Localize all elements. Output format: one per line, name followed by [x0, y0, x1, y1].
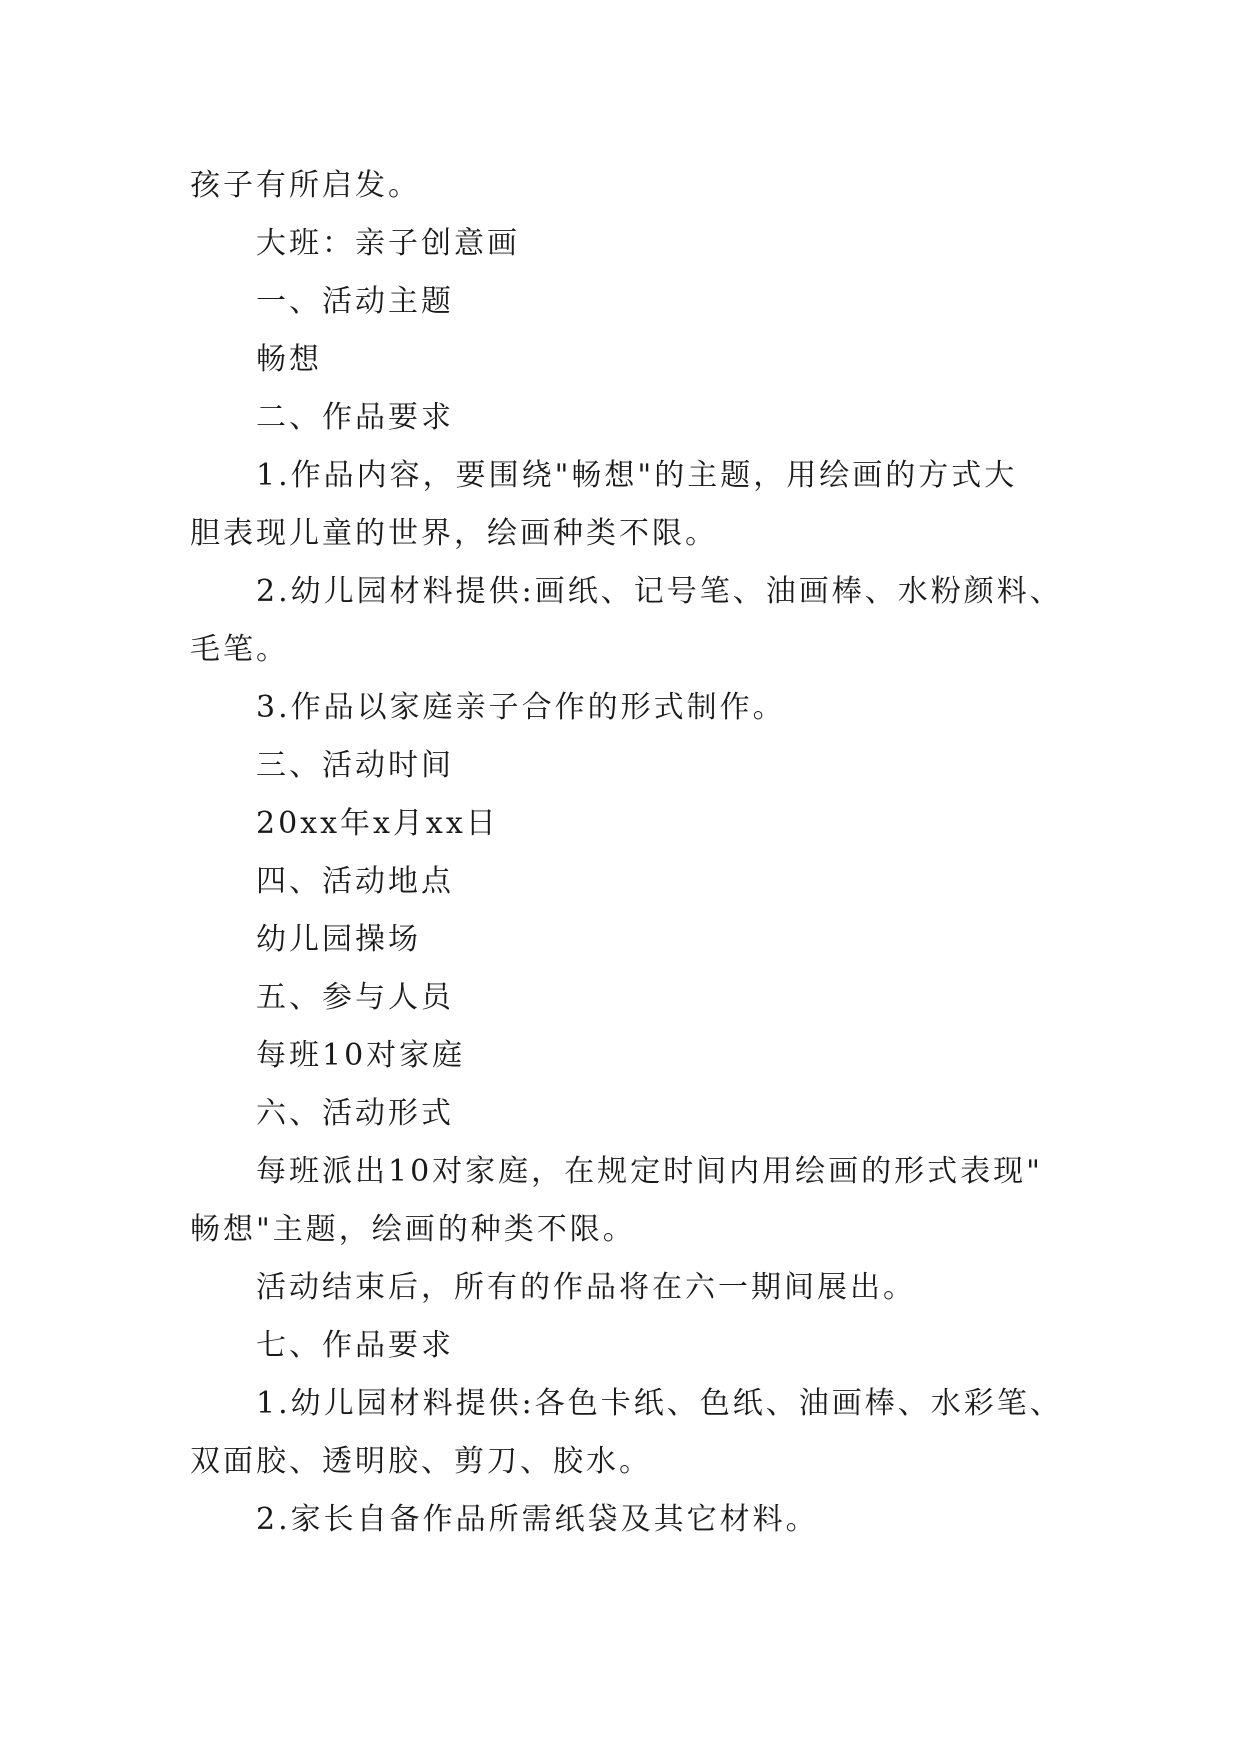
requirement-item-1: 1.作品内容，要围绕"畅想"的主题，用绘画的方式大: [256, 458, 1018, 493]
participants-text: 每班10对家庭: [256, 1038, 466, 1073]
paragraph-continuation: 孩子有所启发。: [190, 168, 421, 203]
heading-activity-location: 四、活动地点: [256, 864, 454, 899]
format-paragraph-continued: 畅想"主题，绘画的种类不限。: [190, 1212, 636, 1247]
materials-item-1: 1.幼儿园材料提供:各色卡纸、色纸、油画棒、水彩笔、: [256, 1386, 1063, 1421]
requirement-item-2: 2.幼儿园材料提供:画纸、记号笔、油画棒、水粉颜料、: [256, 574, 1063, 609]
requirement-item-1-continued: 胆表现儿童的世界，绘画种类不限。: [190, 516, 718, 551]
materials-item-2: 2.家长自备作品所需纸袋及其它材料。: [256, 1502, 819, 1537]
exhibition-note: 活动结束后，所有的作品将在六一期间展出。: [256, 1270, 916, 1305]
heading-activity-time: 三、活动时间: [256, 748, 454, 783]
requirement-item-2-continued: 毛笔。: [190, 632, 289, 667]
materials-item-1-continued: 双面胶、透明胶、剪刀、胶水。: [190, 1444, 652, 1479]
theme-text: 畅想: [256, 342, 322, 377]
heading-participants: 五、参与人员: [256, 980, 454, 1015]
activity-location: 幼儿园操场: [256, 922, 421, 957]
requirement-item-3: 3.作品以家庭亲子合作的形式制作。: [256, 690, 786, 725]
heading-activity-format: 六、活动形式: [256, 1096, 454, 1131]
activity-date: 20xx年x月xx日: [256, 806, 499, 841]
heading-work-requirements-2: 七、作品要求: [256, 1328, 454, 1363]
format-paragraph: 每班派出10对家庭，在规定时间内用绘画的形式表现": [256, 1154, 1043, 1189]
heading-work-requirements: 二、作品要求: [256, 400, 454, 435]
section-title: 大班：亲子创意画: [256, 226, 520, 261]
heading-activity-theme: 一、活动主题: [256, 284, 454, 319]
